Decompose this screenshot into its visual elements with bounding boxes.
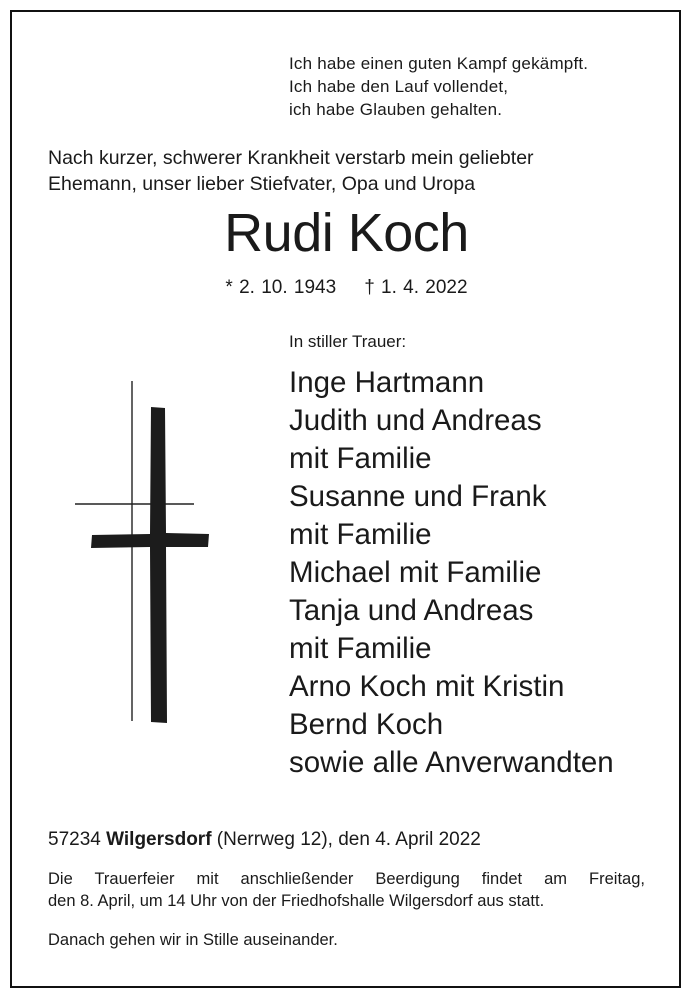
mourner-name: Judith und Andreas	[289, 404, 542, 437]
verse-line: Ich habe den Lauf vollendet,	[289, 77, 509, 96]
mourner-name: mit Familie	[289, 632, 432, 665]
mourner-name: Susanne und Frank	[289, 480, 547, 513]
announcement-line: Nach kurzer, schwerer Krankheit verstarb mein geliebter	[48, 147, 534, 169]
postcode: 57234	[48, 829, 101, 850]
life-dates	[0, 275, 693, 301]
mourner-entry	[289, 554, 614, 592]
service-line: den 8. April, um 14 Uhr von der Friedhofshalle Wilgersdorf aus statt.	[48, 892, 545, 910]
bible-verse	[289, 52, 588, 121]
mourner-entry	[289, 478, 614, 554]
mourner-name: Bernd Koch	[289, 708, 444, 741]
cross-thick-shape	[91, 407, 209, 723]
mourners-list	[289, 364, 614, 782]
mourner-name: Arno Koch mit Kristin	[289, 670, 565, 703]
announcement-line: Ehemann, unser lieber Stiefvater, Opa und Uropa	[48, 173, 476, 195]
mourner-entry	[289, 744, 614, 782]
mourner-name: Inge Hartmann	[289, 366, 485, 399]
city: Wilgersdorf	[106, 829, 212, 850]
place-and-date	[48, 828, 481, 852]
mourner-entry	[289, 706, 614, 744]
cross-icon	[70, 375, 215, 727]
address-and-date: (Nerrweg 12), den 4. April 2022	[216, 829, 481, 850]
mourners-label: In stiller Trauer:	[289, 332, 407, 351]
deceased-name: Rudi Koch	[224, 203, 469, 263]
mourner-entry	[289, 364, 614, 402]
mourner-name: Tanja und Andreas	[289, 594, 534, 627]
mourner-entry	[289, 402, 614, 478]
mourner-entry	[289, 668, 614, 706]
farewell-note: Danach gehen wir in Stille auseinander.	[48, 931, 338, 949]
mourner-name: sowie alle Anverwandten	[289, 746, 614, 779]
mourner-name: mit Familie	[289, 518, 432, 551]
verse-line: ich habe Glauben gehalten.	[289, 100, 503, 119]
announcement-text	[48, 145, 534, 197]
death-date: † 1. 4. 2022	[364, 277, 468, 298]
service-line: Die Trauerfeier mit anschließender Beerdigung findet am Freitag,	[48, 870, 645, 888]
birth-date: * 2. 10. 1943	[225, 277, 337, 298]
mourner-entry	[289, 592, 614, 668]
funeral-service-info	[48, 868, 645, 912]
mourner-name: Michael mit Familie	[289, 556, 542, 589]
verse-line: Ich habe einen guten Kampf gekämpft.	[289, 54, 589, 73]
mourner-name: mit Familie	[289, 442, 432, 475]
